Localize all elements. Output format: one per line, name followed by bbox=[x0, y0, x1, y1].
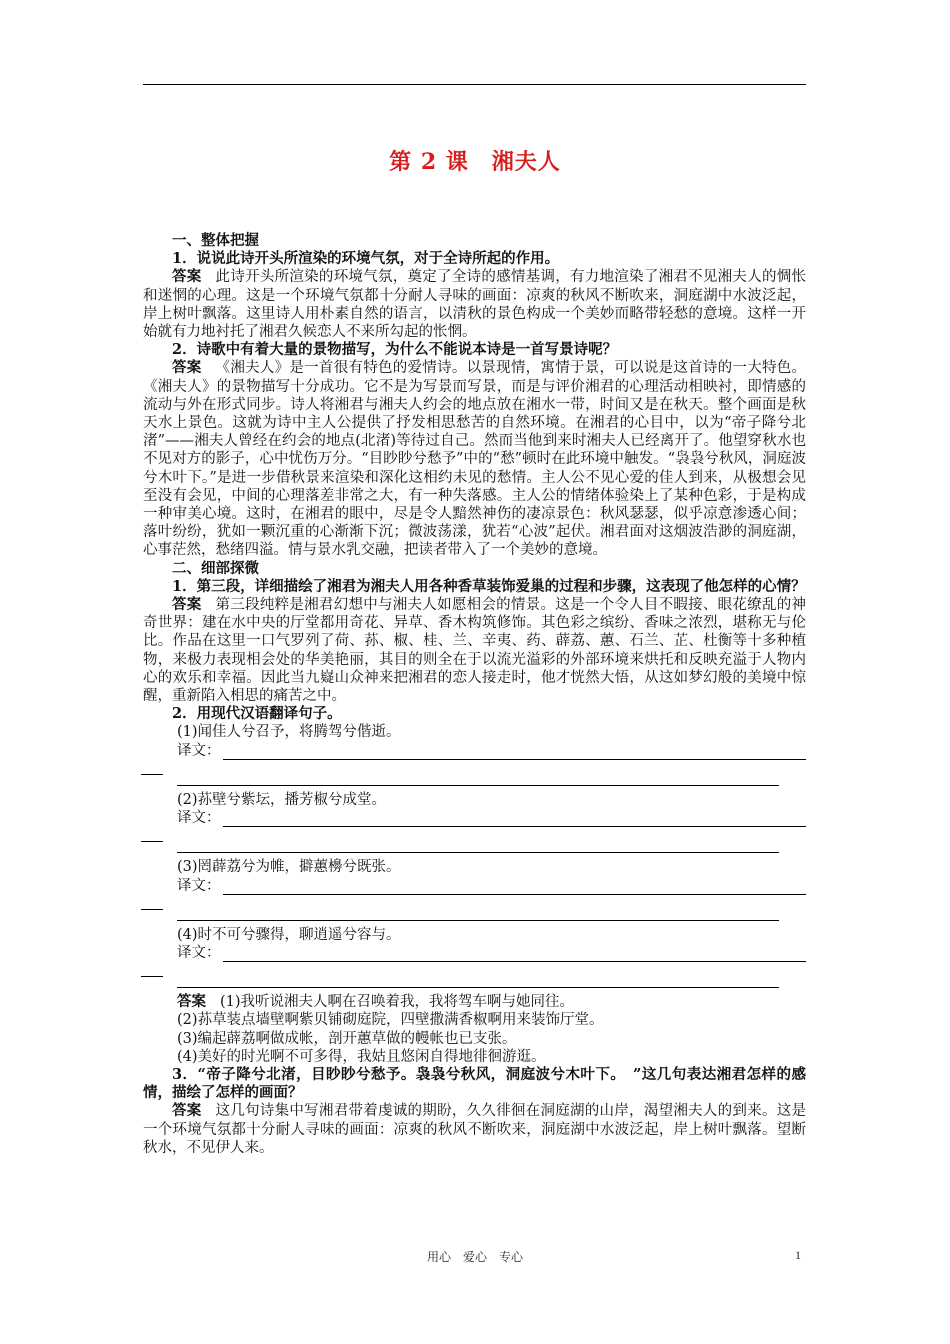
translation-answer-1 bbox=[143, 993, 806, 1011]
answer-2-1 bbox=[143, 596, 806, 705]
continuation-line bbox=[141, 895, 163, 910]
question-2-1: 1．第三段，详细描绘了湘君为湘夫人用各种香草装饰爱巢的过程和步骤，这表现了他怎样的心情？ bbox=[172, 577, 806, 595]
answer-line-2 bbox=[177, 977, 779, 988]
sentence-2: (2)荪壁兮紫坛，播芳椒兮成堂。 bbox=[177, 791, 387, 808]
answer-line-2 bbox=[177, 775, 779, 786]
answer-2-3 bbox=[143, 1102, 806, 1157]
sentence-4: (4)时不可兮骤得，聊逍遥兮容与。 bbox=[177, 926, 401, 943]
sentence-3: (3)罔薜荔兮为帷，擗蕙櫋兮既张。 bbox=[177, 859, 401, 876]
translation-answer-3: (3)编起薜荔啊做成帐，剖开蕙草做的幔帐也已支张。 bbox=[177, 1030, 517, 1047]
section-heading-2: 二、细部探微 bbox=[172, 559, 259, 577]
answer-label: 答案 bbox=[172, 596, 202, 614]
answer-line-2 bbox=[177, 842, 779, 853]
answer-line bbox=[223, 947, 807, 962]
translation-label: 译文： bbox=[177, 742, 221, 759]
translation-answer-2: (2)荪草装点墙壁啊紫贝铺砌庭院，四壁撒满香椒啊用来装饰厅堂。 bbox=[177, 1012, 604, 1029]
translation-label: 译文： bbox=[177, 810, 221, 827]
answer-text: 此诗开头所渲染的环境气氛，奠定了全诗的感情基调，有力地渲染了湘君不见湘夫人的惆怅和迷惘的心理。这是一个环境气氛都十分耐人寻味的画面：凉爽的秋风不断吹来，洞庭湖中水波泛起，岸上树叶飘落。这里诗人用朴素自然的语言，以清秋的景色构成一个美妙而略带轻愁的意境。这样一开始就有力地衬托了湘君久候恋人不来所勾起的怅惘。 bbox=[143, 269, 807, 341]
page-number: 1 bbox=[795, 1248, 801, 1262]
answer-1-1 bbox=[143, 268, 806, 341]
question-2-3: 3．“帝子降兮北渚，目眇眇兮愁予。袅袅兮秋风，洞庭波兮木叶下。 ”这几句表达湘君怎样的感情，描绘了怎样的画面？ bbox=[143, 1065, 806, 1102]
header-rule bbox=[143, 84, 806, 85]
answer-text: 《湘夫人》是一首很有特色的爱情诗。以景现情，寓情于景，可以说是这首诗的一大特色。《湘夫人》的景物描写十分成功。它不是为写景而写景，而是与评价湘君的心理活动相映衬，即情感的流动与外在形式同步。诗人将湘君与湘夫人约会的地点放在湘水一带，时间又是在秋天。整个画面是秋天水上景色。这就为诗中主人公提供了抒发相思愁苦的自然环境。在湘君的心目中，以为“帝子降兮北渚”——湘夫人曾经在约会的地点(北渚)等待过自己。然而当他到来时湘夫人已经离开了。他望穿秋水也不见对方的影子，心中忧伤万分。“目眇眇兮愁予”中的“愁”顿时在此环境中触发。“袅袅兮秋风，洞庭波兮木叶下。”是进一步借秋景来渲染和深化这相约未见的愁情。主人公不见心爱的佳人到来，从极想会见至没有会见，中间的心理落差非常之大，有一种失落感。主人公的情绪体验染上了某种色彩，于是构成一种审美心境。这时，在湘君的眼中，尽是令人黯然神伤的凄凉景色：秋风瑟瑟，似乎凉意渗透心间；落叶纷纷，犹如一颗沉重的心渐渐下沉；微波荡漾，犹若“心波”起伏。湘君面对这烟波浩渺的洞庭湖，心事茫然，愁绪四溢。情与景水乳交融，把读者带入了一个美妙的意境。 bbox=[143, 360, 807, 559]
question-2-2: 2．用现代汉语翻译句子。 bbox=[172, 705, 342, 723]
answer-line bbox=[223, 812, 807, 827]
translation-blank-1 bbox=[143, 742, 806, 760]
translation-label: 译文： bbox=[177, 944, 221, 961]
answer-1-2 bbox=[143, 359, 806, 559]
translation-label: 译文： bbox=[177, 877, 221, 894]
translation-answer-4: (4)美好的时光啊不可多得，我姑且悠闲自得地徘徊游逛。 bbox=[177, 1048, 546, 1065]
answer-text: (1)我听说湘夫人啊在召唤着我，我将驾车啊与她同往。 bbox=[220, 994, 575, 1011]
answer-label: 答案 bbox=[172, 359, 202, 377]
sentence-1: (1)闻佳人兮召予，将腾驾兮偕逝。 bbox=[177, 724, 401, 741]
answer-line-2 bbox=[177, 910, 779, 921]
answer-label: 答案 bbox=[172, 268, 202, 286]
question-1-2: 2．诗歌中有着大量的景物描写，为什么不能说本诗是一首写景诗呢？ bbox=[172, 341, 618, 359]
answer-line bbox=[223, 745, 807, 760]
translation-blank-3 bbox=[143, 877, 806, 895]
translation-blank-4 bbox=[143, 944, 806, 962]
section-heading-1: 一、整体把握 bbox=[172, 232, 259, 249]
answer-text: 第三段纯粹是湘君幻想中与湘夫人如愿相会的情景。这是一个令人目不暇接、眼花缭乱的神奇世界：建在水中央的厅堂都用奇花、异草、香木构筑修饰。其色彩之缤纷、香味之浓烈，堪称无与伦比。作品在这里一口气罗列了荷、荪、椒、桂、兰、辛夷、药、薜荔、蕙、石兰、芷、杜衡等十多种植物，来极力表现相会处的华美艳丽，其目的则全在于以流光溢彩的外部环境来烘托和反映充溢于人物内心的欢乐和幸福。因此当九嶷山众神来把湘君的恋人接走时，他才恍然大悟，从这如梦幻般的美境中惊醒，重新陷入相思的痛苦之中。 bbox=[143, 597, 807, 705]
answer-line bbox=[223, 880, 807, 895]
question-1-1: 1．说说此诗开头所渲染的环境气氛，对于全诗所起的作用。 bbox=[172, 250, 560, 268]
continuation-line bbox=[141, 760, 163, 775]
page-title: 第 2 课 湘夫人 bbox=[389, 149, 561, 175]
continuation-line bbox=[141, 962, 163, 977]
answer-label: 答案 bbox=[177, 993, 206, 1011]
translation-blank-2 bbox=[143, 809, 806, 827]
answer-label: 答案 bbox=[172, 1102, 202, 1120]
answer-text: 这几句诗集中写湘君带着虔诚的期盼，久久徘徊在洞庭湖的山岸，渴望湘夫人的到来。这是一个环境气氛都十分耐人寻味的画面：凉爽的秋风不断吹来，洞庭湖中水波泛起，岸上树叶飘落。望断秋水，不见伊人来。 bbox=[143, 1103, 807, 1156]
document-body bbox=[143, 232, 806, 1157]
continuation-line bbox=[141, 827, 163, 842]
page-footer: 用心 爱心 专心 bbox=[426, 1250, 523, 1264]
